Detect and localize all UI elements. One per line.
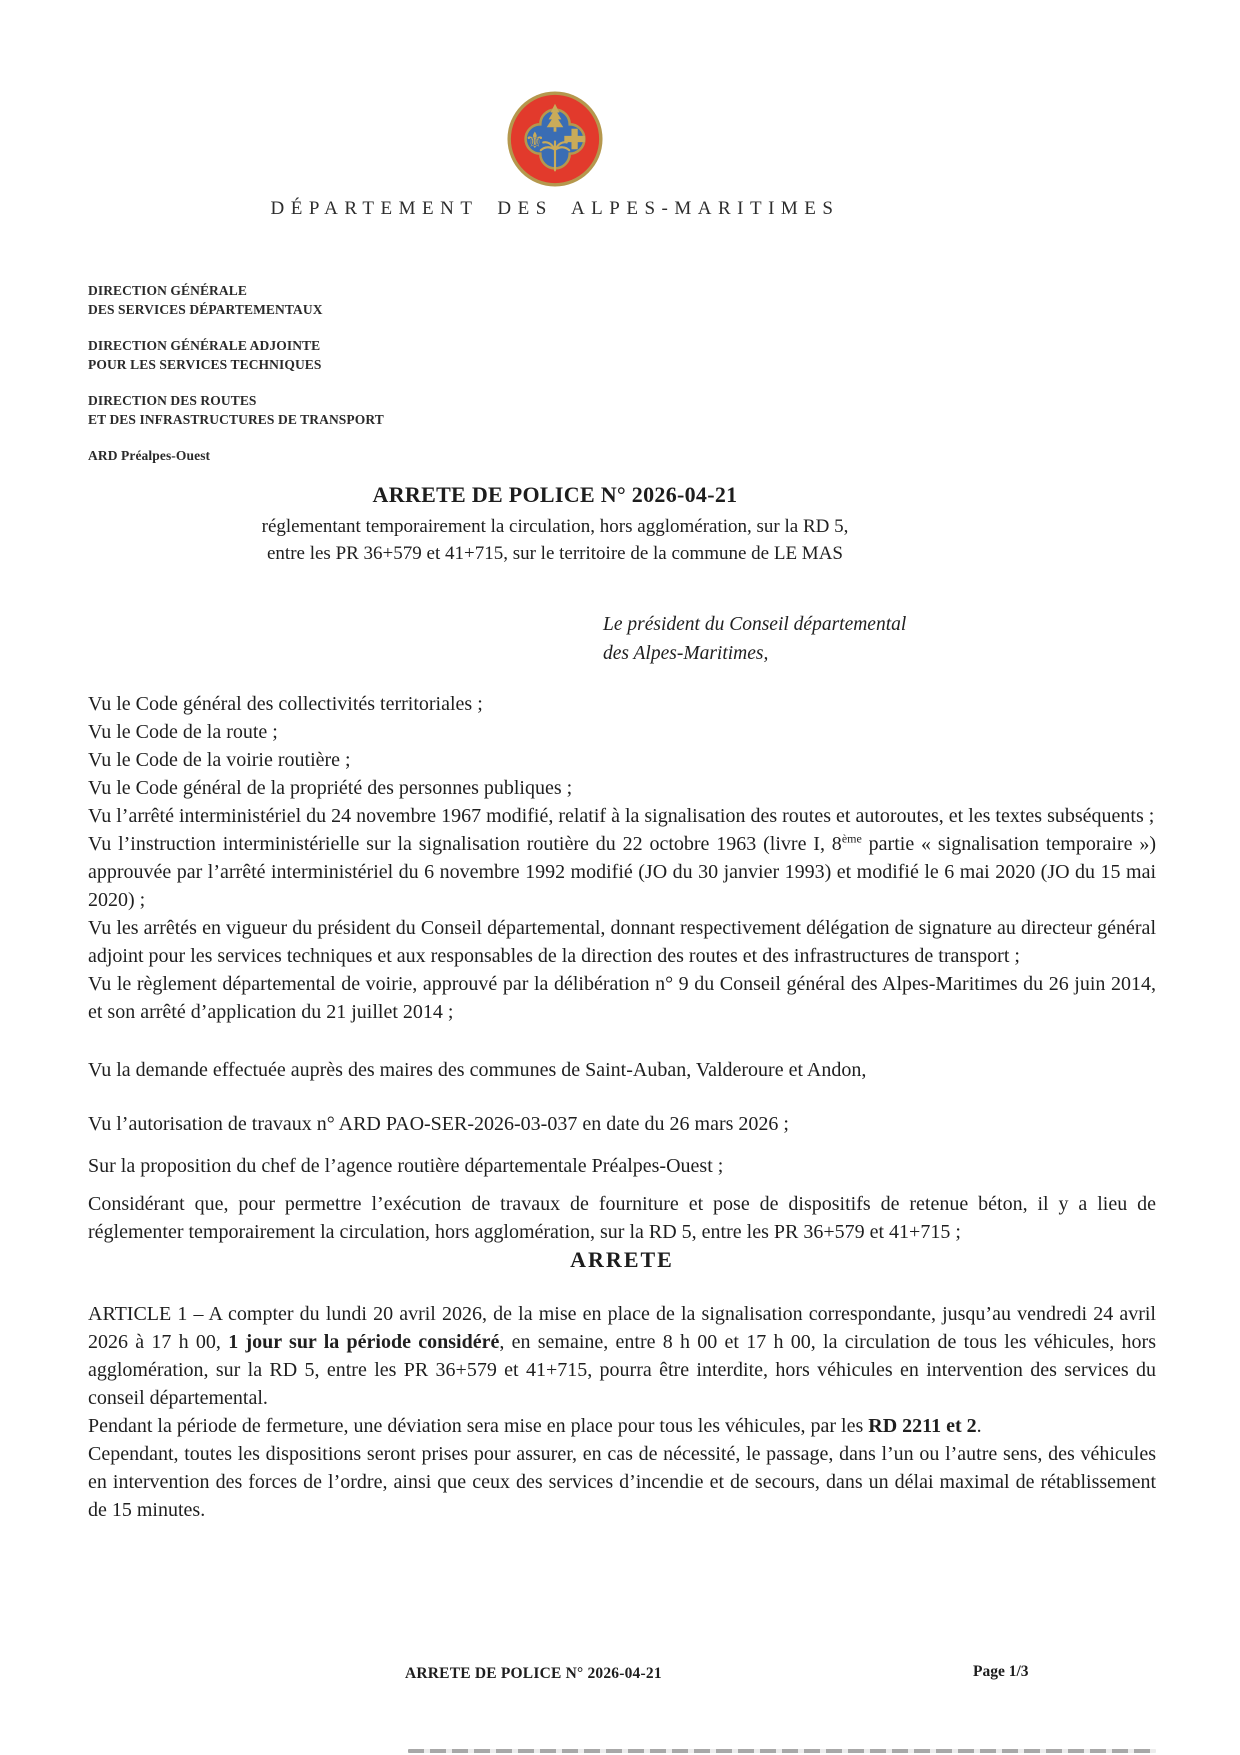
recital-code-collectivites: Vu le Code général des collectivités territoriales ;	[88, 693, 483, 715]
issuer-block	[603, 610, 906, 668]
document-body	[88, 690, 1156, 1524]
document-header	[0, 90, 1110, 220]
footer-page-number: Page 1/3	[973, 1663, 1029, 1680]
deviation-paragraph: Pendant la période de fermeture, une déviation sera mise en place pour tous les véhicules, par les RD 2211 et 2.	[88, 1415, 982, 1437]
letterhead-block-direction-adjointe	[88, 336, 384, 374]
letterhead-line: ARD Préalpes-Ouest	[88, 448, 211, 463]
letterhead-line: POUR LES SERVICES TECHNIQUES	[88, 357, 322, 372]
recital-code-propriete: Vu le Code général de la propriété des personnes publiques ;	[88, 777, 573, 799]
issuer-line2: des Alpes-Maritimes,	[603, 643, 769, 664]
scan-artifact-line	[408, 1749, 1156, 1753]
letterhead-line: DIRECTION DES ROUTES	[88, 393, 257, 408]
recital-code-route: Vu le Code de la route ;	[88, 721, 278, 743]
fleur-de-lis-charge: ⚜	[524, 127, 546, 154]
recital-autorisation-travaux: Vu l’autorisation de travaux n° ARD PAO-SER-2026-03-037 en date du 26 mars 2026 ;	[88, 1113, 789, 1135]
page-title: ARRETE DE POLICE N° 2026-04-21	[372, 482, 738, 507]
letterhead-block-direction-routes	[88, 391, 384, 429]
recital-reglement-voirie: Vu le règlement départemental de voirie, approuvé par la délibération n° 9 du Conseil général des Alpes-Maritimes du 26 juin 2014, et son arrêté d’application du 21 juillet 2014 ;	[88, 973, 1156, 1023]
recital-proposition-chef: Sur la proposition du chef de l’agence routière départementale Préalpes-Ouest ;	[88, 1155, 724, 1177]
footer-reference: ARRETE DE POLICE N° 2026-04-21	[405, 1665, 662, 1682]
alpes-maritimes-emblem-icon	[505, 90, 605, 188]
recital-delegations: Vu les arrêtés en vigueur du président du Conseil départemental, donnant respectivement délégation de signature au directeur général adjoint pour les services techniques et aux responsables de la direction des routes et des infrastructures de transport ;	[88, 917, 1156, 967]
recital-code-voirie: Vu le Code de la voirie routière ;	[88, 749, 351, 771]
letterhead	[88, 281, 384, 482]
article-1-paragraph: ARTICLE 1 – A compter du lundi 20 avril 2026, de la mise en place de la signalisation correspondante, jusqu’au vendredi 24 avril 2026 à 17 h 00, 1 jour sur la période considéré, en semaine, entre 8 h 00 et 17 h 00, la circulation de tous les véhicules, hors agglomération, sur la RD 5, entre les PR 36+579 et 41+715, pourra être interdite, hors véhicules en intervention des services du conseil départemental.	[88, 1303, 1156, 1409]
letterhead-line: DIRECTION GÉNÉRALE	[88, 283, 247, 298]
recital-arrete-1967: Vu l’arrêté interministériel du 24 novembre 1967 modifié, relatif à la signalisation des routes et autoroutes, et les textes subséquents ;	[88, 805, 1155, 827]
title-block	[0, 482, 1110, 567]
title-subtitle-line1: réglementant temporairement la circulation, hors agglomération, sur la RD 5,	[261, 516, 849, 537]
recital-demande-maires: Vu la demande effectuée auprès des maires des communes de Saint-Auban, Valderoure et Andon,	[88, 1059, 867, 1081]
recital-considerant: Considérant que, pour permettre l’exécution de travaux de fourniture et pose de dispositifs de retenue béton, il y a lieu de réglementer temporairement la circulation, hors agglomération, sur la RD 5, entre les PR 36+579 et 41+715 ;	[88, 1193, 1156, 1243]
emergency-access-paragraph: Cependant, toutes les dispositions seront prises pour assurer, en cas de nécessité, le passage, dans l’un ou l’autre sens, des véhicules en intervention des forces de l’ordre, ainsi que ceux des services d’incendie et de secours, dans un délai maximal de rétablissement de 15 minutes.	[88, 1443, 1156, 1521]
arrete-heading: ARRETE	[570, 1247, 674, 1272]
department-name: DÉPARTEMENT DES ALPES-MARITIMES	[270, 198, 840, 219]
title-subtitle-line2: entre les PR 36+579 et 41+715, sur le territoire de la commune de LE MAS	[266, 543, 843, 564]
recital-instruction-1963: Vu l’instruction interministérielle sur la signalisation routière du 22 octobre 1963 (livre I, 8ème partie « signalisation temporaire ») approuvée par l’arrêté interministériel du 6 novembre 1992 modifié (JO du 30 janvier 1993) et modifié le 6 mai 2020 (JO du 15 mai 2020) ;	[88, 831, 1156, 911]
letterhead-block-direction-generale	[88, 281, 384, 319]
issuer-line1: Le président du Conseil départemental	[603, 614, 907, 635]
letterhead-line: DIRECTION GÉNÉRALE ADJOINTE	[88, 338, 321, 353]
letterhead-block-ard	[88, 446, 384, 465]
letterhead-line: DES SERVICES DÉPARTEMENTAUX	[88, 302, 323, 317]
letterhead-line: ET DES INFRASTRUCTURES DE TRANSPORT	[88, 412, 384, 427]
